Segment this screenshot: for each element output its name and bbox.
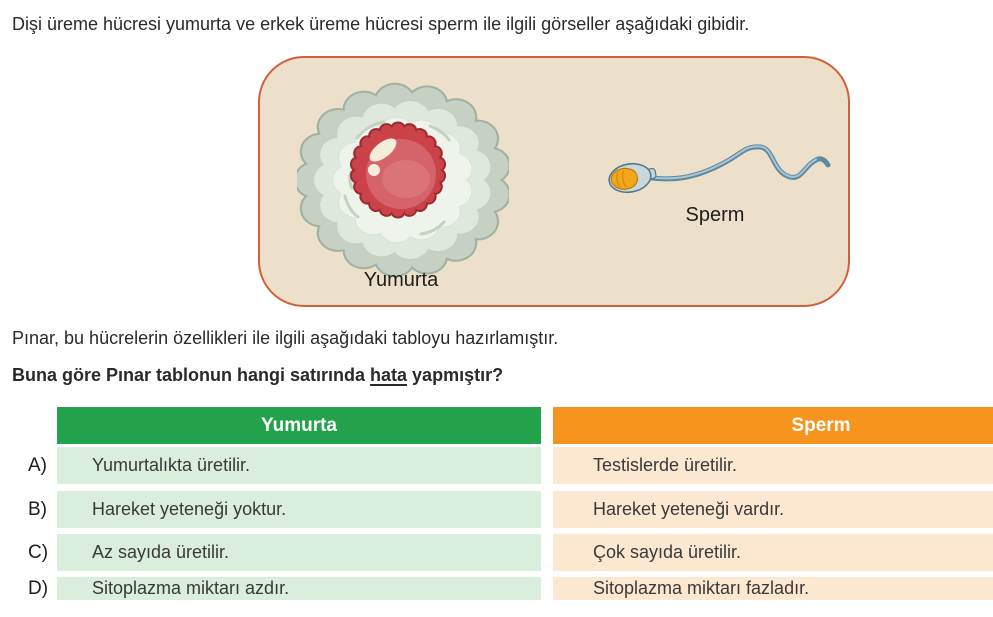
- table-header-row: [0, 407, 993, 444]
- column-gap: [541, 534, 553, 571]
- sperm-tail: [652, 146, 828, 178]
- egg-cell-illustration: [297, 82, 509, 278]
- egg-nucleus: [351, 122, 445, 217]
- option-left-text: Az sayıda üretilir.: [92, 542, 230, 562]
- option-right-text: Testislerde üretilir.: [593, 455, 738, 475]
- header-letter-spacer: [0, 407, 57, 444]
- answer-table: [0, 407, 993, 600]
- sperm-head: [607, 160, 658, 196]
- column-gap: [541, 407, 553, 444]
- middle-text: Pınar, bu hücrelerin özellikleri ile ilgili aşağıdaki tabloyu hazırlamıştır.: [12, 328, 559, 348]
- option-left-text: Sitoplazma miktarı azdır.: [92, 578, 290, 598]
- option-left-text: Yumurtalıkta üretilir.: [92, 455, 251, 475]
- option-right-text: Çok sayıda üretilir.: [593, 542, 742, 562]
- sperm-label: Sperm: [685, 204, 745, 226]
- intro-text: Dişi üreme hücresi yumurta ve erkek üreme hücresi sperm ile ilgili görseller aşağıdaki gibidir.: [12, 14, 750, 34]
- question-after: yapmıştır?: [407, 365, 504, 385]
- option-letter: A): [28, 454, 47, 476]
- question-underlined-word: hata: [370, 365, 408, 385]
- option-row-b[interactable]: [0, 491, 993, 528]
- option-row-d[interactable]: [0, 577, 993, 600]
- option-right-text: Hareket yeteneği vardır.: [593, 499, 785, 519]
- option-right-cell: [553, 534, 993, 571]
- header-sperm: [553, 407, 993, 444]
- option-letter: D): [28, 577, 49, 599]
- cells-figure-panel: [258, 56, 850, 307]
- option-row-c[interactable]: [0, 534, 993, 571]
- header-yumurta: [57, 407, 541, 444]
- option-left-cell: [57, 577, 541, 600]
- option-left-cell: [57, 534, 541, 571]
- egg-label: Yumurta: [363, 269, 439, 291]
- option-letter: C): [28, 541, 49, 563]
- option-letter: B): [28, 498, 47, 520]
- option-right-cell: [553, 447, 993, 484]
- option-row-a[interactable]: [0, 447, 993, 484]
- header-sperm-label: Sperm: [791, 414, 851, 436]
- option-left-cell: [57, 447, 541, 484]
- column-gap: [541, 447, 553, 484]
- column-gap: [541, 577, 553, 600]
- question-before: Buna göre Pınar tablonun hangi satırında: [12, 365, 371, 385]
- question-text: [12, 364, 503, 386]
- option-right-text: Sitoplazma miktarı fazladır.: [593, 578, 810, 598]
- option-right-cell: [553, 577, 993, 600]
- column-gap: [541, 491, 553, 528]
- option-right-cell: [553, 491, 993, 528]
- option-left-cell: [57, 491, 541, 528]
- option-left-text: Hareket yeteneği yoktur.: [92, 499, 287, 519]
- header-yumurta-label: Yumurta: [260, 414, 338, 436]
